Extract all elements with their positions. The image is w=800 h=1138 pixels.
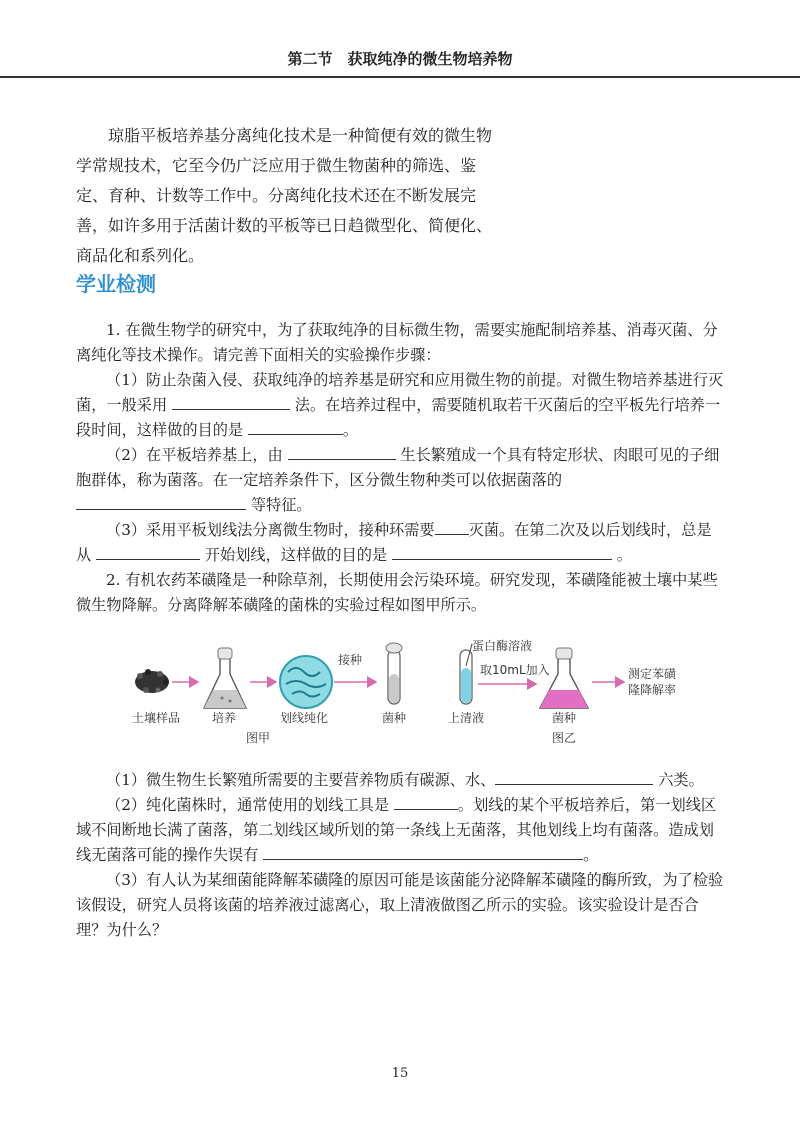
answer-blank[interactable] xyxy=(435,519,469,535)
inoculate-label: 接种 xyxy=(338,653,363,667)
strain-flask-icon xyxy=(540,648,588,708)
q1-part2-c: 等特征。 xyxy=(250,496,312,514)
culture-flask-icon xyxy=(204,648,246,708)
add-label: 取10mL加入 xyxy=(480,663,550,677)
petri-dish-icon xyxy=(280,656,332,708)
supernatant-label: 上清液 xyxy=(448,711,485,725)
q2-part1 xyxy=(76,768,726,793)
answer-blank[interactable] xyxy=(248,419,343,435)
soil-label: 土壤样品 xyxy=(132,711,181,725)
q1-part1-c: 。 xyxy=(342,421,359,439)
q1-part3-a: （3）采用平板划线法分离微生物时，接种环需要 xyxy=(106,521,435,539)
answer-blank[interactable] xyxy=(76,494,246,510)
q1-part1 xyxy=(76,368,726,443)
q2-part2 xyxy=(76,793,726,868)
answer-blank[interactable] xyxy=(263,844,583,860)
figure-caption-a: 图甲 xyxy=(246,731,271,745)
strain-label-2: 菌种 xyxy=(552,711,577,725)
page-header xyxy=(0,0,800,78)
q1-part2-b: 生长繁殖成一个具有特定形状、肉眼可见的子细胞群体，称为菌落。在一定培养条件下，区分微生物种类可以依据菌落的 xyxy=(76,446,720,489)
q1-part2 xyxy=(76,443,726,518)
figure-caption-b: 图乙 xyxy=(552,731,577,745)
streak-label: 划线纯化 xyxy=(280,711,329,725)
q1-stem: 1. 在微生物学的研究中，为了获取纯净的目标微生物，需要实施配制培养基、消毒灭菌、分离纯化等技术操作。请完善下面相关的实验操作步骤： xyxy=(76,321,718,364)
supernatant-tube-icon xyxy=(460,644,472,704)
answer-blank[interactable] xyxy=(288,444,396,460)
q2-part2-b: 。划线的某个平板培养后，第一划线区域不间断地长满了菌落，第二划线区域所划的第一条线上无菌落，其他划线上均有菌落。造成划线无菌落可能的操作失误有 xyxy=(76,796,717,864)
q1-part2-a: （2）在平板培养基上，由 xyxy=(106,446,283,464)
q1-part3-b: 灭菌。在第二次及以后划线时，总是从 xyxy=(76,521,712,564)
header-rule xyxy=(0,76,800,78)
q1-part3 xyxy=(76,518,726,568)
measure-label-2: 隆降解率 xyxy=(628,683,677,697)
q2-stem: 2. 有机农药苯磺隆是一种除草剂，长期使用会污染环境。研究发现，苯磺隆能被土壤中某些微生物降解。分离降解苯磺隆的菌株的实验过程如图甲所示。 xyxy=(76,571,718,614)
answer-blank[interactable] xyxy=(172,394,290,410)
q1-part1-b: 法。在培养过程中，需要随机取若干灭菌后的空平板先行培养一段时间，这样做的目的是 xyxy=(76,396,721,439)
q2-part2-c: 。 xyxy=(583,846,599,864)
q2-part1-a: （1）微生物生长繁殖所需要的主要营养物质有碳源、水、 xyxy=(106,771,496,789)
q2-part2-a: （2）纯化菌株时，通常使用的划线工具是 xyxy=(106,796,390,814)
protease-label: 蛋白酶溶液 xyxy=(472,639,533,653)
q1-part1-a: （1）防止杂菌入侵、获取纯净的培养基是研究和应用微生物的前提。对微生物培养基进行灭菌，一般采用 xyxy=(76,371,724,414)
section-heading: 学业检测 xyxy=(76,272,156,296)
measure-label-1: 测定苯磺 xyxy=(628,667,677,681)
q1-part3-c: 开始划线，这样做的目的是 xyxy=(204,546,388,564)
chapter-title: 第二节 获取纯净的微生物培养物 xyxy=(287,50,513,68)
intro-paragraph: 琼脂平板培养基分离纯化技术是一种简便有效的微生物学常规技术，它至今仍广泛应用于微生物菌种的筛选、鉴定、育种、计数等工作中。分离纯化技术还在不断发展完善，如许多用于活菌计数的平板等已日趋微型化、简便化、商品化和系列化。 xyxy=(76,126,493,265)
answer-blank[interactable] xyxy=(392,544,612,560)
q2-part1-b: 六类。 xyxy=(658,771,704,789)
answer-blank[interactable] xyxy=(96,544,200,560)
experiment-figure xyxy=(126,638,746,750)
strain-label-1: 菌种 xyxy=(382,711,407,725)
strain-tube-icon xyxy=(386,643,402,704)
soil-sample-icon xyxy=(135,669,169,693)
q2-part3: （3）有人认为某细菌能降解苯磺隆的原因可能是该菌能分泌降解苯磺隆的酶所致，为了检验该假设，研究人员将该菌的培养液过滤离心，取上清液做图乙所示的实验。该实验设计是否合理？为什么？ xyxy=(76,871,724,939)
answer-blank[interactable] xyxy=(394,794,458,810)
page-number: 15 xyxy=(391,1066,409,1081)
culture-label: 培养 xyxy=(212,711,237,725)
answer-blank[interactable] xyxy=(495,769,653,785)
q1-part3-d: 。 xyxy=(616,546,632,564)
